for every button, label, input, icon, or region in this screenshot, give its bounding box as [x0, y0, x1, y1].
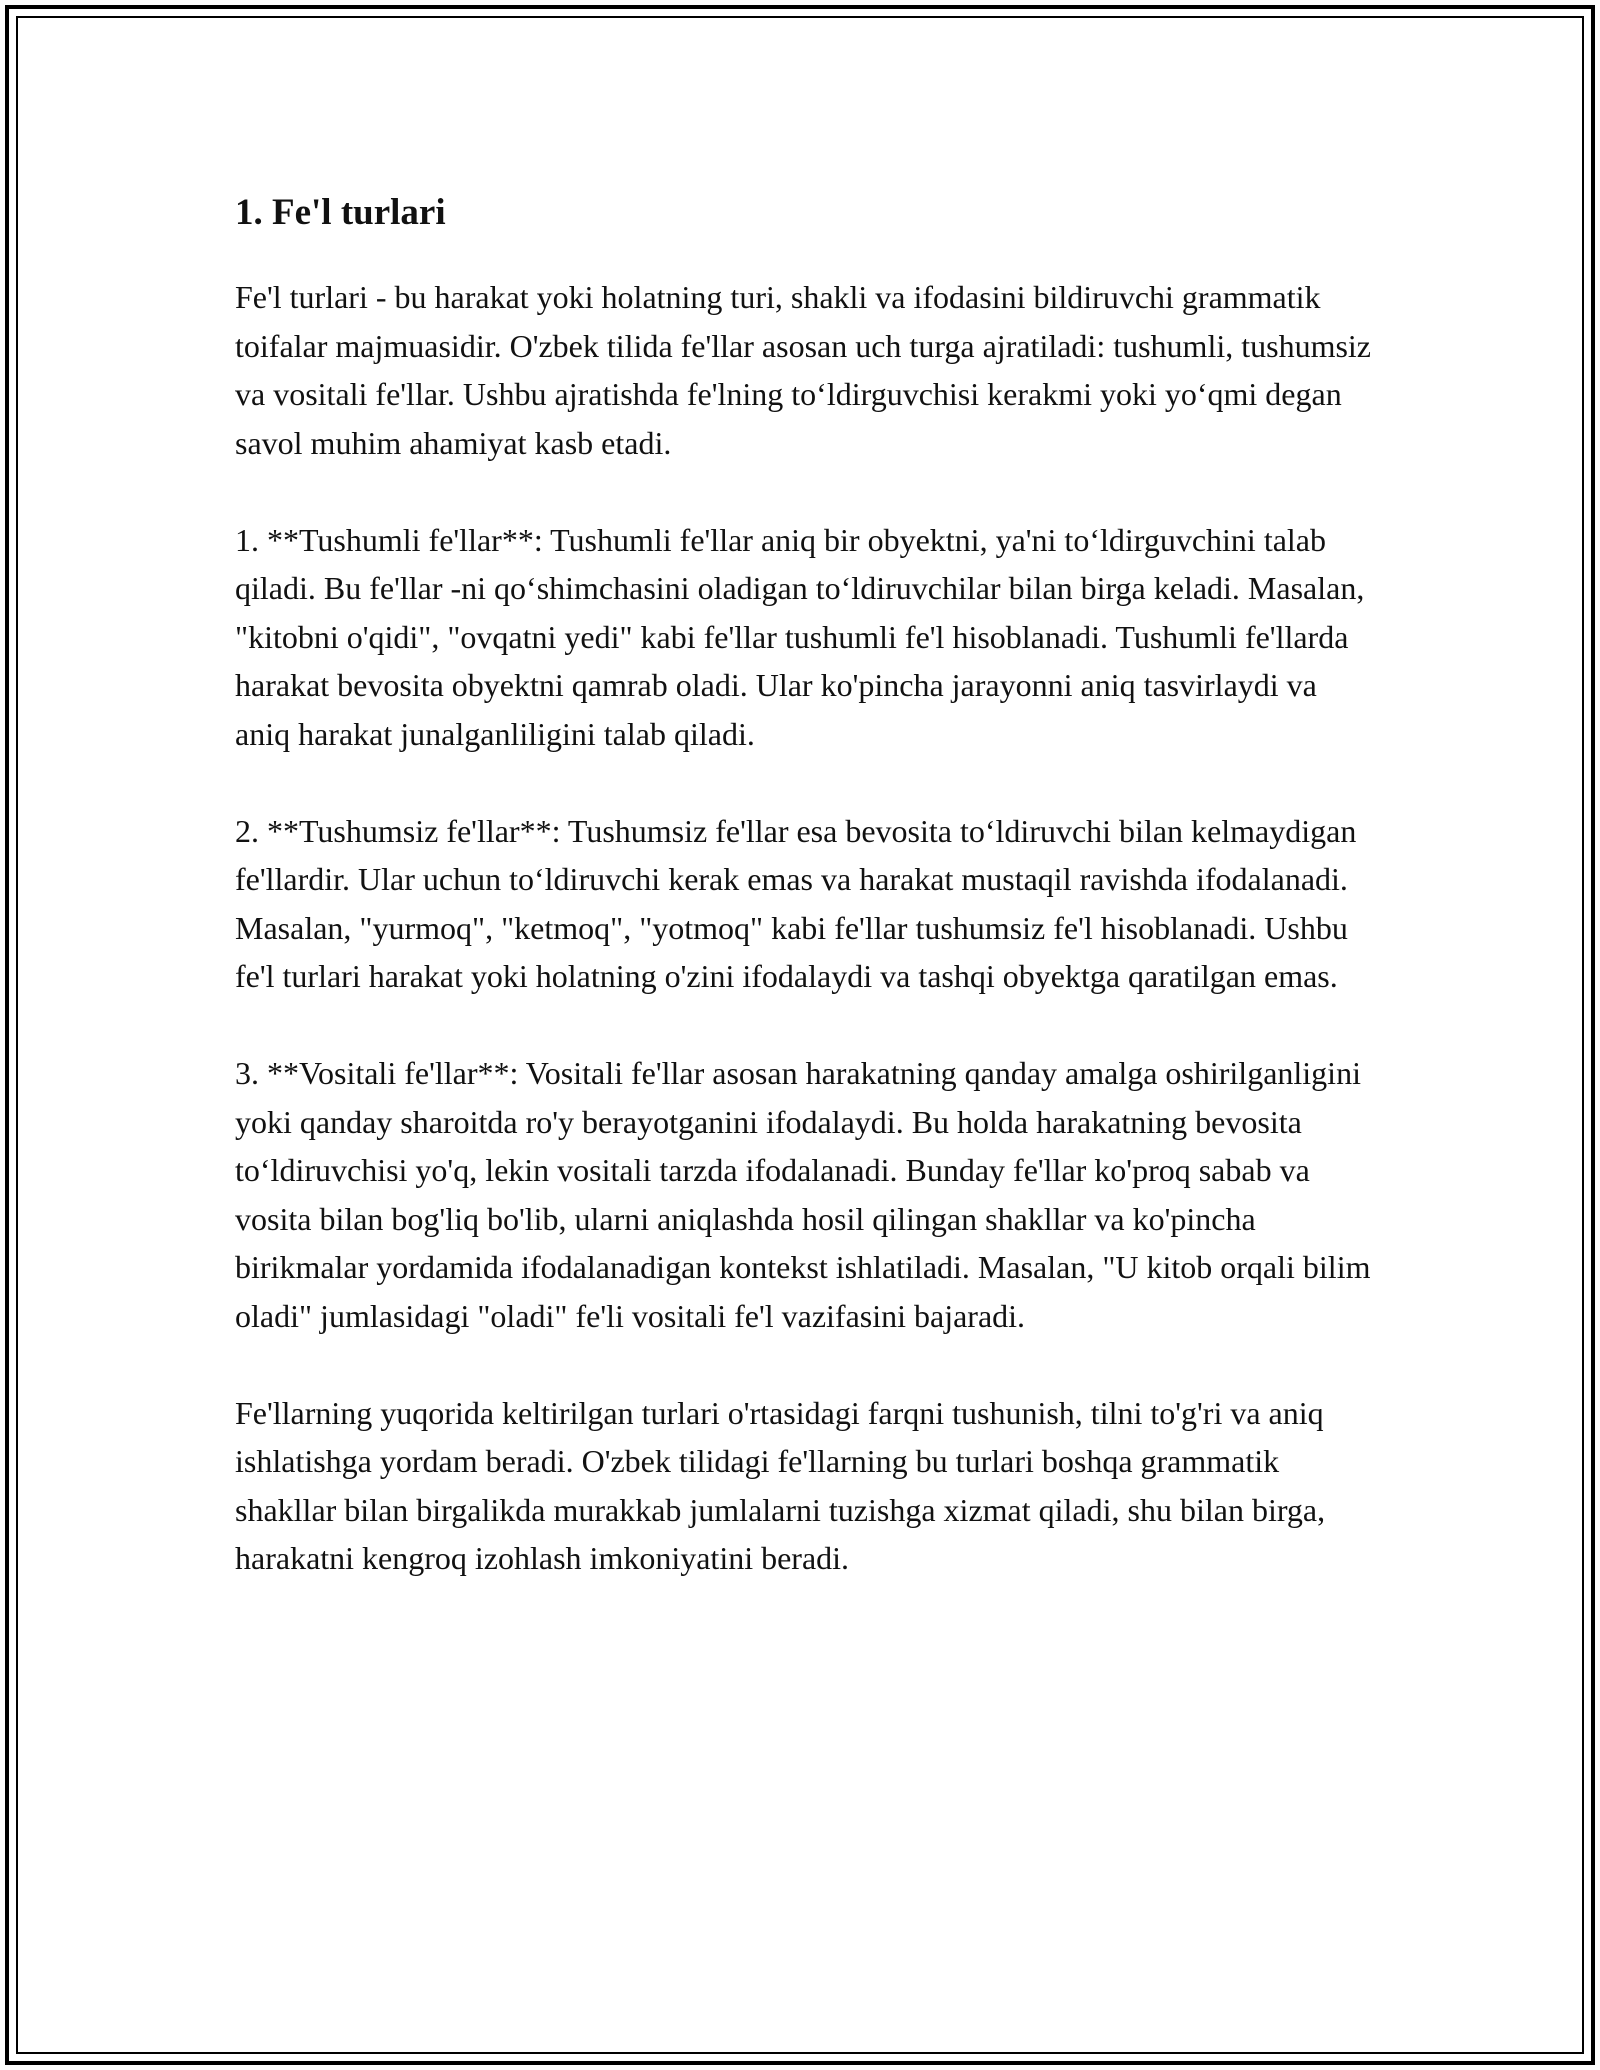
intro-paragraph: Fe'l turlari - bu harakat yoki holatning turi, shakli va ifodasini bildiruvchi grammatik toifalar majmuasidir. O'zbek tilida fe'llar asosan uch turga ajratiladi: tushumli, tushumsiz va vositali fe'llar. Ushbu ajratishda fe'lning to‘ldirguvchisi kerakmi yoki yo‘qmi degan savol muhim ahamiyat kasb etadi.	[235, 279, 1371, 461]
conclusion-paragraph: Fe'llarning yuqorida keltirilgan turlari o'rtasidagi farqni tushunish, tilni to'g'ri va aniq ishlatishga yordam beradi. O'zbek tilidagi fe'llarning bu turlari boshqa grammatik shakllar bilan birgalikda murakkab jumlalarni tuzishga xizmat qiladi, shu bilan birga, harakatni kengroq izohlash imkoniyatini beradi.	[235, 1394, 1326, 1576]
paragraph-vositali: 3. **Vositali fe'llar**: Vositali fe'llar asosan harakatning qanday amalga oshirilganligini yoki qanday sharoitda ro'y berayotganini ifodalaydi. Bu holda harakatning bevosita to‘ldiruvchisi yo'q, lekin vositali tarzda ifodalanadi. Bunday fe'llar ko'proq sabab va vosita bilan bog'liq bo'lib, ularni aniqlashda hosil qilingan shakllar va ko'pincha birikmalar yordamida ifodalanadigan kontekst ishlatiladi. Masalan, "U kitob orqali bilim oladi" jumlasidagi "oladi" fe'li vositali fe'l vazifasini bajaradi.	[235, 1055, 1371, 1334]
document-title: 1. Fe'l turlari	[235, 192, 446, 233]
paragraph-tushumli: 1. **Tushumli fe'llar**: Tushumli fe'llar aniq bir obyektni, ya'ni to‘ldirguvchini talab qiladi. Bu fe'llar -ni qo‘shimchasini oladigan to‘ldiruvchilar bilan birga keladi. Masalan, "kitobni o'qidi", "ovqatni yedi" kabi fe'llar tushumli fe'l hisoblanadi. Tushumli fe'llarda harakat bevosita obyektni qamrab oladi. Ular ko'pincha jarayonni aniq tasvirlaydi va aniq harakat junalganliligini talab qiladi.	[235, 521, 1365, 752]
document-body	[235, 185, 1375, 1631]
paragraph-tushumsiz: 2. **Tushumsiz fe'llar**: Tushumsiz fe'llar esa bevosita to‘ldiruvchi bilan kelmaydigan fe'llardir. Ular uchun to‘ldiruvchi kerak emas va harakat mustaqil ravishda ifodalanadi. Masalan, "yurmoq", "ketmoq", "yotmoq" kabi fe'llar tushumsiz fe'l hisoblanadi. Ushbu fe'l turlari harakat yoki holatning o'zini ifodalaydi va tashqi obyektga qaratilgan emas.	[235, 812, 1357, 994]
